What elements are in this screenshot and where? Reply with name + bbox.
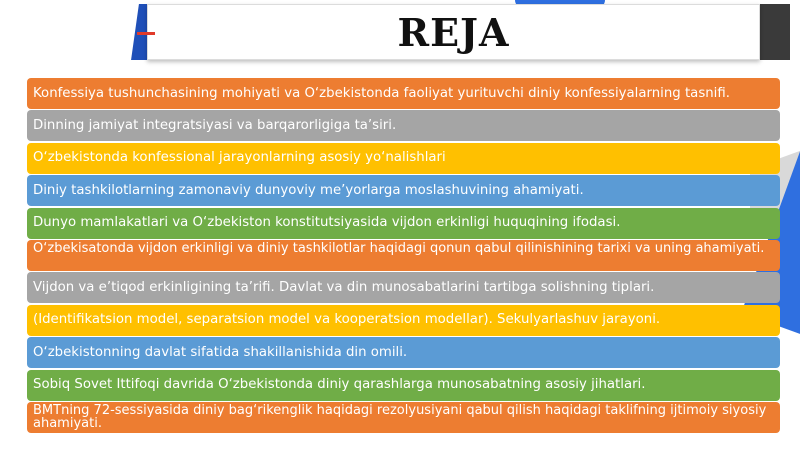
plan-item-4: [27, 175, 780, 206]
plan-item-text: Dunyo mamlakatlari va O‘zbekiston konstitutsiyasida vijdon erkinligi huquqining ifodasi.: [33, 215, 621, 231]
plan-item-1: [27, 78, 780, 109]
plan-item-text: Diniy tashkilotlarning zamonaviy dunyoviy me’yorlarga moslashuvining ahamiyati.: [33, 182, 584, 198]
plan-item-10: [27, 370, 780, 401]
plan-item-9: [27, 337, 780, 368]
plan-item-text: (Identifikatsion model, separatsion model va kooperatsion modellar). Sekulyarlashuv jarayoni.: [33, 312, 661, 328]
plan-item-8: [27, 305, 780, 336]
title-red-accent: [137, 32, 155, 35]
page-title: REJA: [397, 9, 510, 55]
plan-item-text: Sobiq Sovet Ittifoqi davrida O‘zbekistonda diniy qarashlarga munosabatning asosiy jihatlari.: [33, 377, 646, 393]
title-box: [147, 4, 760, 60]
plan-item-7: [27, 272, 780, 303]
plan-item-5: [27, 208, 780, 239]
plan-item-3: [27, 143, 780, 174]
plan-item-text: O‘zbekistonning davlat sifatida shakillanishida din omili.: [33, 344, 408, 360]
title-banner: [135, 4, 790, 60]
title-banner-right-accent: [755, 4, 790, 60]
plan-list: [27, 78, 780, 434]
plan-item-6: [27, 240, 780, 271]
plan-item-text: Vijdon va e’tiqod erkinligining ta’rifi. Davlat va din munosabatlarini tartibga solishning tiplari.: [33, 279, 655, 295]
plan-item-text: BMTning 72-sessiyasida diniy bag‘rikenglik haqidagi rezolyusiyani qabul qilish haqidagi taklifning ijtimoiy siyosiy ahamiyati.: [33, 402, 767, 431]
plan-item-text: Konfessiya tushunchasining mohiyati va O‘zbekistonda faoliyat yurituvchi diniy konfessiyalarning tasnifi.: [33, 85, 730, 101]
plan-item-text: O‘zbekistonda konfessional jarayonlarning asosiy yo‘nalishlari: [33, 150, 446, 166]
plan-item-text: O‘zbekisatonda vijdon erkinligi va diniy tashkilotlar haqidagi qonun qabul qilinishining tarixi va uning ahamiyati.: [33, 240, 765, 256]
plan-item-11: [27, 402, 780, 433]
plan-item-2: [27, 110, 780, 141]
plan-item-text: Dinning jamiyat integratsiyasi va barqarorligiga ta’siri.: [33, 117, 397, 133]
